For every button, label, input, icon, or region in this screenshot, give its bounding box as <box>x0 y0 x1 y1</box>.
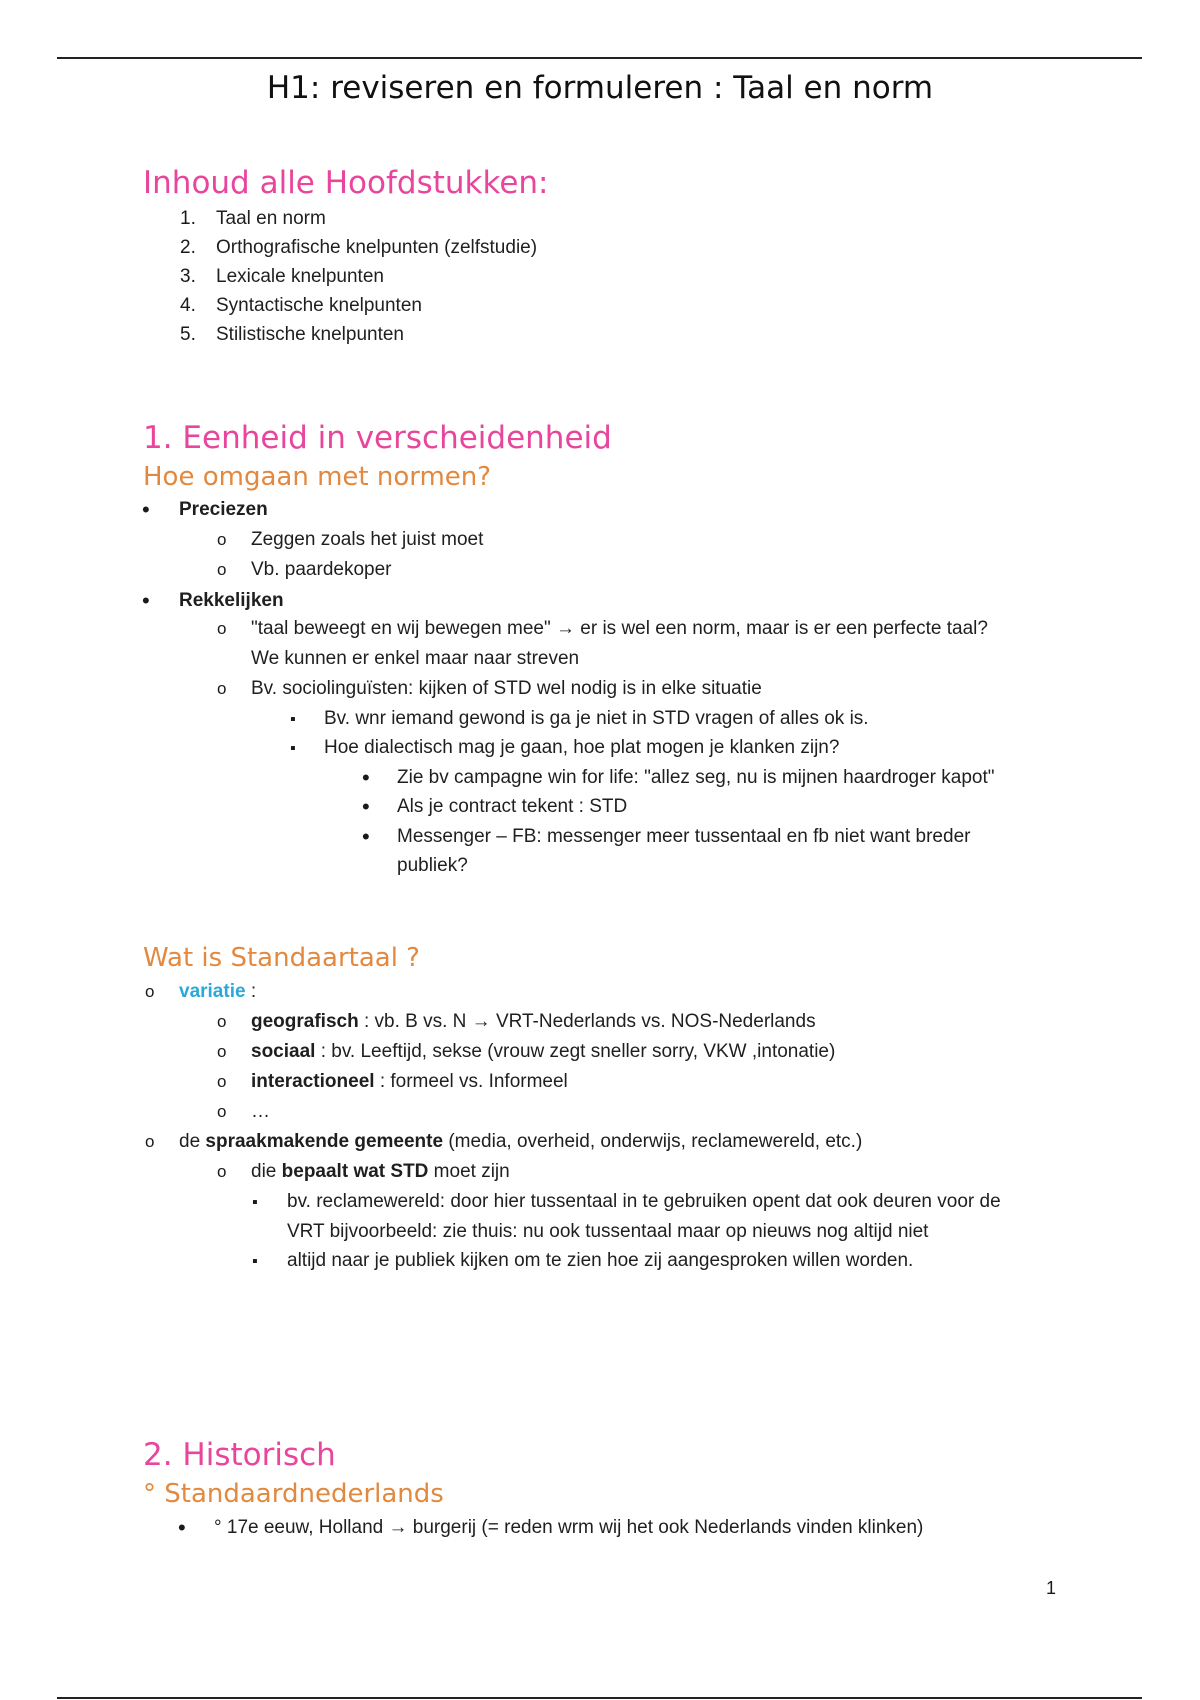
section-1-heading: 1. Eenheid in verscheidenheid <box>143 420 612 456</box>
bullet-circle <box>145 1128 154 1156</box>
list-item: Hoe dialectisch mag je gaan, hoe plat mogen je klanken zijn? <box>324 737 840 758</box>
list-item-continuation: publiek? <box>397 855 468 876</box>
toc-item: Lexicale knelpunten <box>216 266 384 287</box>
term-rest: … <box>251 1101 270 1122</box>
bullet-dot <box>142 496 150 526</box>
gemeente-rest: (media, overheid, onderwijs, reclamewereld, etc.) <box>443 1131 863 1152</box>
list-item: Vb. paardekoper <box>251 559 392 580</box>
bullet-dot <box>362 793 370 823</box>
gemeente-sub-prefix: die <box>251 1161 282 1182</box>
gemeente-prefix: de <box>179 1131 206 1152</box>
top-rule <box>57 57 1142 59</box>
list-item-continuation: VRT bijvoorbeeld: zie thuis: nu ook tussentaal maar op nieuws nog altijd niet <box>287 1221 929 1242</box>
bullet-circle <box>217 615 226 643</box>
list-item <box>251 1068 568 1096</box>
bullet-circle <box>217 675 226 703</box>
bottom-rule <box>57 1697 1142 1699</box>
list-item: bv. reclamewereld: door hier tussentaal in te gebruiken opent dat ook deuren voor de <box>287 1191 1001 1212</box>
page-title: H1: reviseren en formuleren : Taal en norm <box>266 70 934 106</box>
toc-num: 3. <box>180 266 196 287</box>
bullet-circle <box>145 978 154 1006</box>
page-number: 1 <box>1046 1578 1057 1598</box>
list-item-continuation: We kunnen er enkel maar naar streven <box>251 648 580 669</box>
bullet-square <box>290 705 296 734</box>
term: geografisch <box>251 1011 359 1032</box>
list-item: Zie bv campagne win for life: "allez seg, nu is mijnen haardroger kapot" <box>397 767 995 788</box>
list-item: Messenger – FB: messenger meer tussentaal en fb niet want breder <box>397 826 971 847</box>
variatie-line <box>179 978 256 1006</box>
list-item <box>251 1098 270 1126</box>
term-rest: : formeel vs. Informeel <box>374 1071 568 1092</box>
toc-item: Taal en norm <box>216 208 326 229</box>
toc-item: Orthografische knelpunten (zelfstudie) <box>216 237 538 258</box>
bullet-circle <box>217 1158 226 1186</box>
list-item: "taal beweegt en wij bewegen mee" → er is wel een norm, maar is er een perfecte taal? <box>251 618 988 639</box>
list-item: Bv. sociolinguïsten: kijken of STD wel nodig is in elke situatie <box>251 678 762 699</box>
term: interactioneel <box>251 1071 375 1092</box>
bullet-dot <box>362 764 370 794</box>
term: sociaal <box>251 1041 316 1062</box>
list-item: Bv. wnr iemand gewond is ga je niet in STD vragen of alles ok is. <box>324 708 869 729</box>
gemeente-sub-rest: moet zijn <box>428 1161 510 1182</box>
list-item <box>251 1008 816 1036</box>
gemeente-sub-term: bepaalt wat STD <box>281 1161 429 1182</box>
variatie-label: variatie <box>179 981 246 1002</box>
bullet-circle <box>217 1008 226 1036</box>
bullet-dot <box>362 823 370 853</box>
toc-num: 4. <box>180 295 196 316</box>
section-1-sub-1-heading: Hoe omgaan met normen? <box>143 462 492 492</box>
toc-heading: Inhoud alle Hoofdstukken: <box>143 165 549 201</box>
section-2-sub-1-heading: ° Standaardnederlands <box>143 1479 444 1509</box>
list-item: altijd naar je publiek kijken om te zien hoe zij aangesproken willen worden. <box>287 1250 914 1271</box>
variatie-suffix: : <box>245 981 257 1002</box>
bullet-circle <box>217 1068 226 1096</box>
section-1-sub-2-heading: Wat is Standaartaal ? <box>143 943 420 973</box>
toc-item: Stilistische knelpunten <box>216 324 404 345</box>
bullet-circle <box>217 1098 226 1126</box>
term-rest: : vb. B vs. N → VRT-Nederlands vs. NOS-Nederlands <box>358 1011 816 1032</box>
toc-num: 1. <box>180 208 196 229</box>
gemeente-term: spraakmakende gemeente <box>205 1131 444 1152</box>
bullet-square <box>252 1188 258 1217</box>
list-item: Zeggen zoals het juist moet <box>251 529 484 550</box>
rekkelijken-label: Rekkelijken <box>179 590 284 611</box>
toc-item: Syntactische knelpunten <box>216 295 422 316</box>
list-item: Als je contract tekent : STD <box>397 796 628 817</box>
bullet-square <box>252 1247 258 1276</box>
bullet-circle <box>217 556 226 584</box>
bullet-circle <box>217 526 226 554</box>
toc-num: 2. <box>180 237 196 258</box>
preciezen-label: Preciezen <box>179 499 268 520</box>
toc-num: 5. <box>180 324 196 345</box>
list-item <box>251 1038 835 1066</box>
gemeente-sub-line <box>251 1158 510 1186</box>
gemeente-line <box>179 1128 862 1156</box>
bullet-dot <box>178 1514 186 1544</box>
term-rest: : bv. Leeftijd, sekse (vrouw zegt sneller sorry, VKW ,intonatie) <box>315 1041 836 1062</box>
bullet-circle <box>217 1038 226 1066</box>
section-2-heading: 2. Historisch <box>143 1437 336 1473</box>
list-item: ° 17e eeuw, Holland → burgerij (= reden wrm wij het ook Nederlands vinden klinken) <box>214 1517 924 1538</box>
bullet-dot <box>142 587 150 617</box>
bullet-square <box>290 734 296 763</box>
